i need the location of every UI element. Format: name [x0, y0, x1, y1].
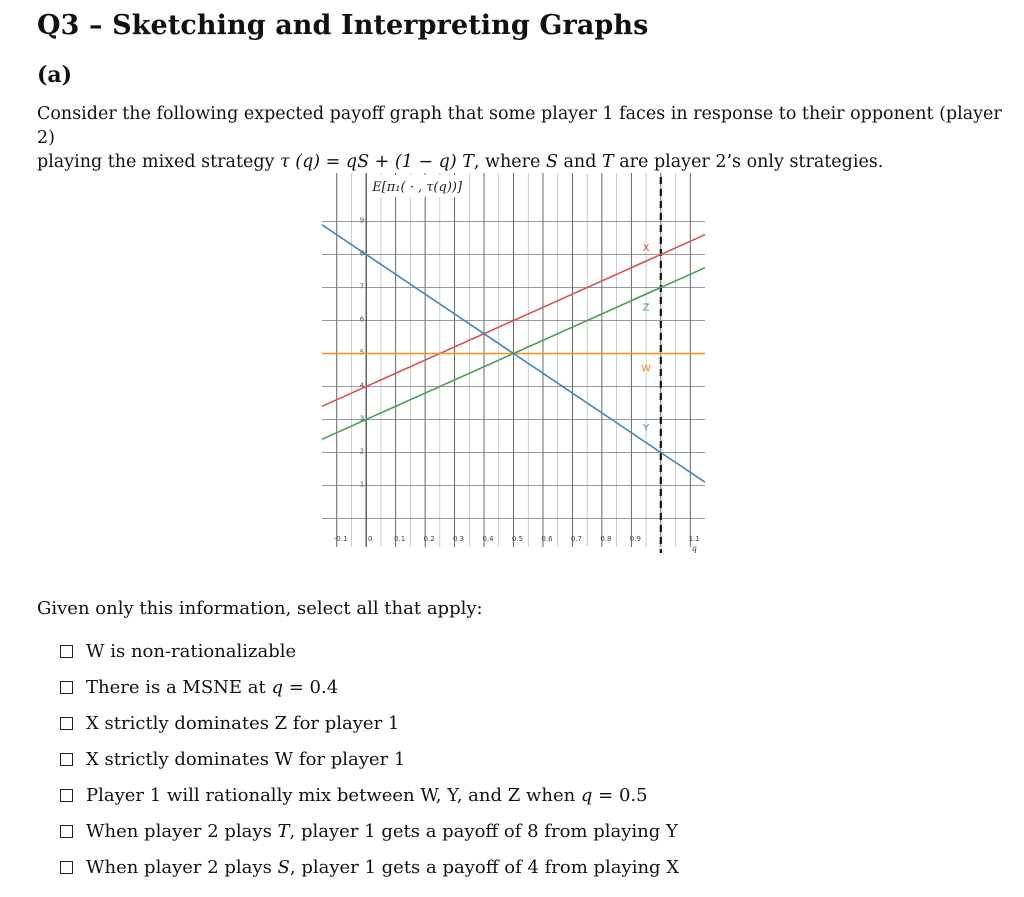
answer-options	[60, 633, 679, 885]
x-tick-label: 0.6	[541, 535, 553, 543]
question-title: Q3 – Sketching and Interpreting Graphs	[37, 10, 649, 41]
intro-line-1: Consider the following expected payoff graph that some player 1 faces in response to their opponent (player 2)	[37, 104, 1002, 148]
series-label-w: W	[641, 363, 652, 375]
checkbox[interactable]	[60, 681, 73, 694]
x-tick-label: 0.3	[453, 535, 465, 543]
y-tick-label: 2	[359, 447, 365, 456]
checkbox[interactable]	[60, 825, 73, 838]
y-tick-label: 8	[359, 249, 365, 258]
x-tick-label: 0.4	[482, 535, 494, 543]
series-label-z: Z	[642, 302, 650, 314]
x-tick-label: 0.8	[600, 535, 612, 543]
checkbox[interactable]	[60, 645, 73, 658]
y-tick-label: 5	[359, 348, 365, 357]
option-6[interactable]	[60, 813, 679, 849]
y-tick-label: 3	[359, 414, 365, 423]
option-7[interactable]	[60, 849, 679, 885]
checkbox[interactable]	[60, 861, 73, 874]
option-label: X strictly dominates Z for player 1	[86, 712, 400, 734]
intro-line-2: playing the mixed strategy τ (q) = qS + (1 − q) T, where S and T are player 2’s only strategies.	[37, 152, 884, 172]
x-tick-label: 0	[367, 535, 373, 543]
x-axis-label: q	[691, 544, 697, 553]
checkbox[interactable]	[60, 789, 73, 802]
x-tick-label: 0.7	[570, 535, 582, 543]
checkbox[interactable]	[60, 717, 73, 730]
checkbox[interactable]	[60, 753, 73, 766]
x-tick-label: 1.1	[688, 535, 700, 543]
option-label: When player 2 plays S, player 1 gets a payoff of 4 from playing X	[86, 856, 680, 878]
x-tick-label: 0.9	[629, 535, 641, 543]
strategy-formula: τ (q) = qS + (1 − q) T	[280, 152, 474, 172]
y-axis-label: E[π₁( · , τ(q))]	[372, 180, 463, 195]
y-tick-label: 9	[359, 216, 365, 225]
x-tick-label: 0.2	[423, 535, 435, 543]
y-tick-label: 7	[359, 282, 365, 291]
option-label: There is a MSNE at q = 0.4	[86, 676, 339, 698]
option-label: Player 1 will rationally mix between W, Y, and Z when q = 0.5	[86, 784, 648, 806]
y-tick-label: 1	[359, 480, 365, 489]
intro-paragraph	[37, 102, 1007, 174]
instruction-text: Given only this information, select all that apply:	[37, 598, 483, 619]
option-2[interactable]	[60, 669, 679, 705]
y-tick-label: 4	[359, 381, 365, 390]
option-label: When player 2 plays T, player 1 gets a payoff of 8 from playing Y	[86, 820, 678, 842]
y-tick-label: 6	[359, 315, 365, 324]
x-tick-label: -0.1	[333, 535, 348, 543]
option-1[interactable]	[60, 633, 679, 669]
series-label-y: Y	[643, 423, 650, 435]
option-label: X strictly dominates W for player 1	[86, 748, 406, 770]
part-label: (a)	[37, 62, 73, 88]
x-tick-label: 0.1	[394, 535, 406, 543]
series-label-x: X	[642, 243, 650, 255]
x-tick-label: 0.5	[511, 535, 524, 543]
option-5[interactable]	[60, 777, 679, 813]
option-3[interactable]	[60, 705, 679, 741]
option-4[interactable]	[60, 741, 679, 777]
payoff-graph	[300, 165, 720, 565]
option-label: W is non-rationalizable	[86, 640, 297, 662]
